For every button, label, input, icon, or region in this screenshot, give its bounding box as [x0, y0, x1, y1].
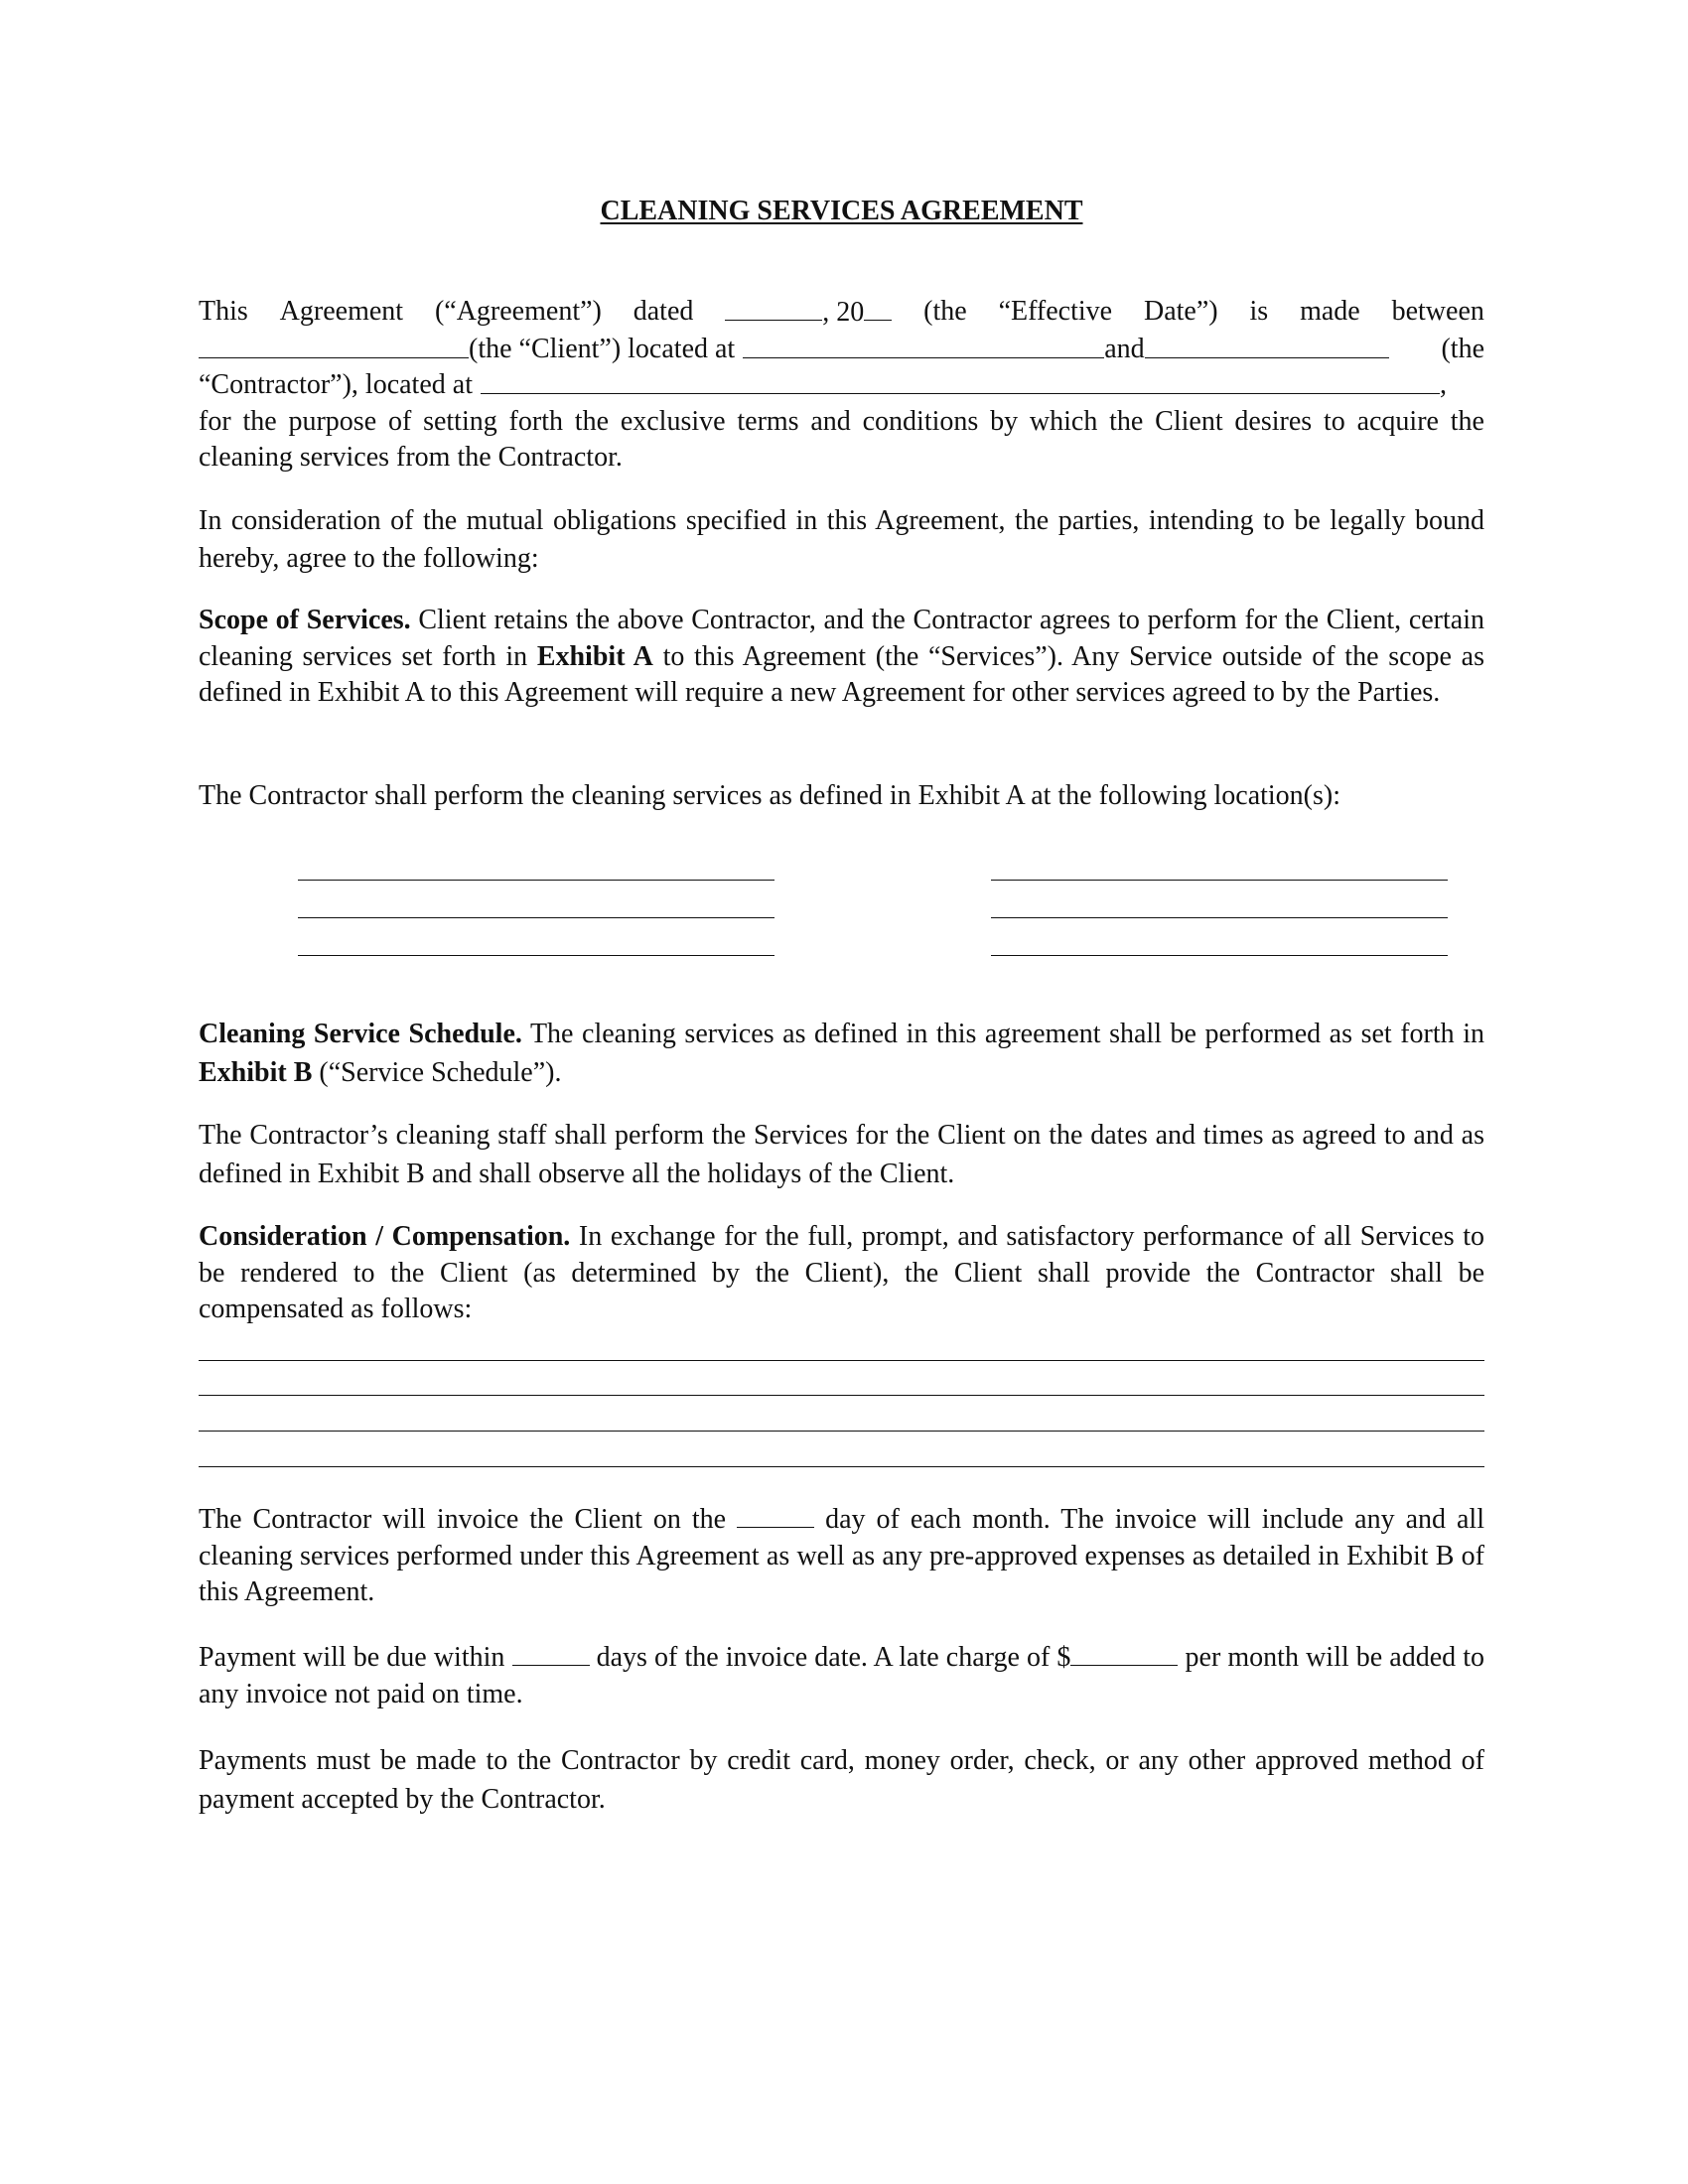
contractor-address-blank[interactable]	[481, 367, 1440, 394]
service-schedule: Cleaning Service Schedule. The cleaning services as defined in this agreement shall be performed as set forth in Exhibit B (“Service Schedule”).	[199, 1019, 1484, 1088]
document-title: CLEANING SERVICES AGREEMENT	[600, 196, 1083, 226]
client-address-blank[interactable]	[743, 332, 1104, 358]
location-blank-1[interactable]	[298, 880, 774, 881]
compensation-heading: Consideration / Compensation.	[199, 1221, 571, 1252]
contractor-name-blank[interactable]	[1145, 332, 1389, 358]
date-blank[interactable]	[725, 294, 822, 321]
schedule-heading: Cleaning Service Schedule.	[199, 1019, 522, 1049]
location-blank-3[interactable]	[298, 955, 774, 956]
intro-line-1: This Agreement (“Agreement”) dated , 20 (the “Effective Date”) is made between	[199, 296, 1484, 328]
location-blank-4[interactable]	[991, 880, 1448, 881]
payment-days-blank[interactable]	[512, 1639, 590, 1666]
payment-methods-paragraph: Payments must be made to the Contractor by credit card, money order, check, or any other approved method of payment accepted by the Contractor.	[199, 1745, 1484, 1815]
location-blank-6[interactable]	[991, 955, 1448, 956]
compensation-blank-1[interactable]	[199, 1360, 1484, 1361]
compensation-blank-3[interactable]	[199, 1431, 1484, 1432]
year-blank[interactable]	[864, 294, 892, 321]
late-charge-blank[interactable]	[1070, 1639, 1178, 1666]
compensation-blank-4[interactable]	[199, 1466, 1484, 1467]
invoice-paragraph: The Contractor will invoice the Client on the day of each month. The invoice will include any and all cleaning services performed under this Agreement as well as any pre-approved expenses as detailed in Exhibit B of this Agreement.	[199, 1501, 1484, 1611]
exhibit-a-ref: Exhibit A	[536, 640, 653, 672]
consideration-intro: In consideration of the mutual obligations specified in this Agreement, the parties, intending to be legally bound hereby, agree to the following:	[199, 505, 1484, 574]
client-name-blank[interactable]	[199, 332, 469, 358]
payment-due-paragraph: Payment will be due within days of the invoice date. A late charge of $ per month will be added to any invoice not paid on time.	[199, 1639, 1484, 1712]
locations-text: The Contractor shall perform the cleaning services as defined in Exhibit A at the following location(s):	[199, 780, 1341, 811]
exhibit-b-ref: Exhibit B	[199, 1057, 313, 1088]
intro-line-2: (the “Client”) located at and (the	[199, 332, 1484, 368]
compensation-blank-2[interactable]	[199, 1395, 1484, 1396]
invoice-day-blank[interactable]	[737, 1501, 814, 1528]
location-blank-2[interactable]	[298, 917, 774, 918]
compensation-paragraph: Consideration / Compensation. In exchange for the full, prompt, and satisfactory performance of all Services to be rendered to the Client (as determined by the Client), the Client shall provide the Contractor shall be compensated as follows:	[199, 1221, 1484, 1324]
scope-of-services: Scope of Services. Client retains the above Contractor, and the Contractor agrees to perform for the Client, certain cleaning services set forth in Exhibit A to this Agreement (the “Services”). Any Service outside of the scope as defined in Exhibit A to this Agreement will require a new Agreement for other services agreed to by the Parties.	[199, 605, 1484, 708]
intro-paragraph	[199, 294, 1484, 477]
intro-purpose-text: for the purpose of setting forth the exclusive terms and conditions by which the Client desires to acquire the cleaning services from the Contractor.	[199, 405, 1484, 473]
staff-paragraph: The Contractor’s cleaning staff shall perform the Services for the Client on the dates and times as agreed to and as defined in Exhibit B and shall observe all the holidays of the Client.	[199, 1120, 1484, 1189]
intro-line-3: “Contractor”), located at ,	[199, 369, 1447, 400]
scope-heading: Scope of Services.	[199, 605, 411, 635]
location-blank-5[interactable]	[991, 917, 1448, 918]
